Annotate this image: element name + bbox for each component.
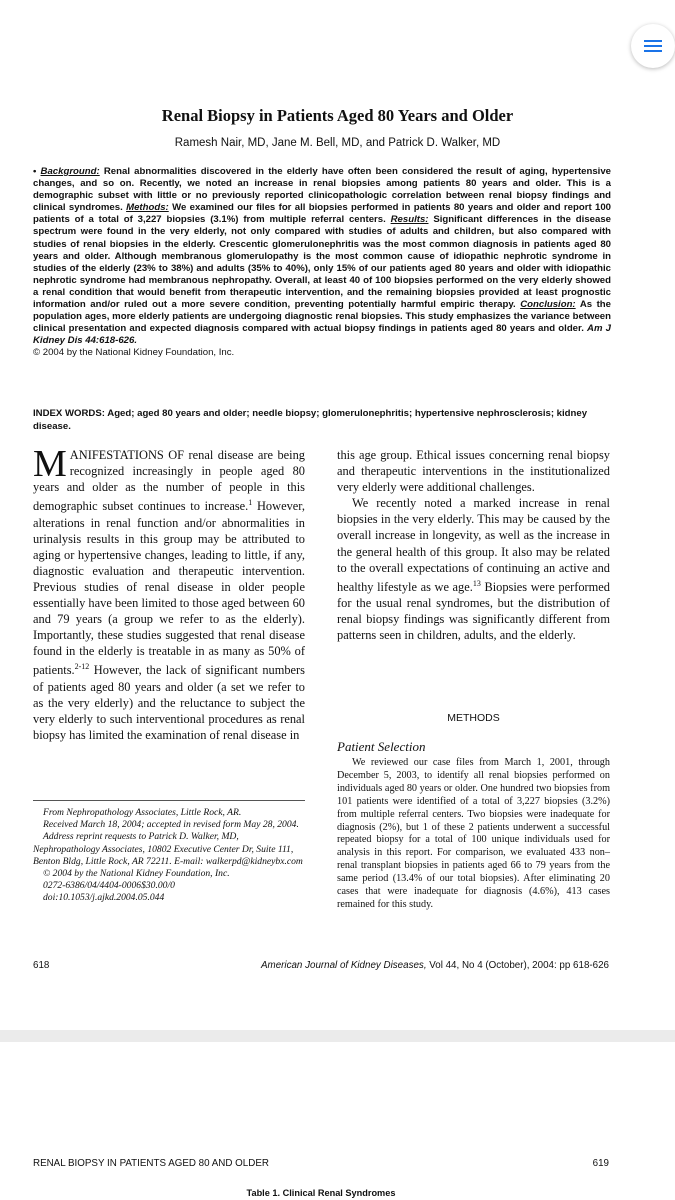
conclusion-label: Conclusion:: [520, 299, 576, 311]
abstract-copyright: © 2004 by the National Kidney Foundation, Inc.: [33, 347, 235, 359]
footnote-divider: [33, 800, 305, 801]
page-619: [0, 1042, 675, 1200]
abstract-bullet: •: [33, 166, 37, 177]
article-title: Renal Biopsy in Patients Aged 80 Years and Older: [161, 106, 514, 125]
intro-paragraph-2: [337, 495, 610, 643]
results-text: Significant differences in the disease spectrum were found in the very elderly, not only compared with studies of adults and children, but also compared with studies of renal biopsies in the elderly. Crescentic glomerulonephritis was the most common diagnosis in patients aged 80 years and older. Although membranous glomerulopathy is the most common cause of idiopathic nephrotic syndrome in studies of the elderly (23% to 38%) and adults (35% to 40%), only 15% of our patients aged 80 years and older with idiopathic nephrotic syndrome had membranous nephropathy. Overall, at least 40 of 100 biopsies performed on the very elderly showed a renal condition that would benefit from therapeutic intervention, and the remaining biopsies provided at least prognostic information and/or ruled out a more severe condition, preventing potentially harmful empiric therapy.: [33, 214, 611, 311]
ref-1: 1: [248, 498, 253, 508]
hamburger-menu-icon[interactable]: [631, 24, 675, 68]
running-head: RENAL BIOPSY IN PATIENTS AGED 80 AND OLDER: [33, 1158, 269, 1169]
results-label: Results:: [390, 214, 429, 226]
footnote-copyright: © 2004 by the National Kidney Foundation, Inc.: [43, 868, 230, 880]
journal-issue: Vol 44, No 4 (October), 2004: pp 618-626: [426, 960, 609, 971]
ref-13: 13: [472, 578, 481, 588]
footnote-affiliation: From Nephropathology Associates, Little Rock, AR.: [43, 807, 242, 818]
methods-text: We examined our files for all biopsies performed in patients 80 years and older and report 100 patients of a total of 3,227 biopsies (3.1%) from multiple referral centers.: [33, 202, 611, 226]
page-number-619: 619: [592, 1158, 609, 1169]
intro-text-1: ANIFESTATIONS OF renal disease are being recognized increasingly in people aged 80 years and older as the number of people in this demographic subset continues to increase.: [33, 448, 305, 514]
footnote-doi: doi:10.1053/j.ajkd.2004.05.044: [43, 892, 165, 904]
table-caption: Table 1. Clinical Renal Syndromes: [246, 1188, 396, 1198]
intro-text-2: However, alterations in renal function and/or abnormalities in urinalysis results in this group may be attributed to aging or hypertensive changes, leading to little, if any, diagnostic evaluation and therapeutic intervention. Previous studies of renal disease in older people essentially have been limited to those aged between 60 and 79 years (a group we refer to as the elderly). Importantly, these studies suggested that renal disease found in the elderly is treatable in as many as 50% of patients.: [33, 499, 305, 678]
drop-cap: M: [33, 443, 67, 485]
background-text: Renal abnormalities discovered in the elderly have often been considered the result of aging, hypertensive changes, and so on. Recently, we noted an increase in renal biopsies among patients 80 years and older. This is a demographic subset with little or no previously reported clinicopathologic correlation between renal biopsy findings and clinical syndromes.: [33, 166, 612, 214]
footnote-reprint-address: Address reprint requests to Patrick D. Walker, MD, Nephropathology Associates, 10802 Executive Center Dr, Suite 111, Benton Bldg, Little Rock, AR 72211. E-mail: walkerpd@kidneybx.com: [33, 831, 303, 867]
methods-label: Methods:: [126, 202, 169, 214]
index-words: INDEX WORDS: Aged; aged 80 years and older; needle biopsy; glomerulonephritis; hypertensive nephrosclerosis; kidney disease.: [33, 408, 588, 432]
methods-paragraph: We reviewed our case files from March 1, 2001, through December 5, 2003, to identify all renal biopsies performed on individuals aged 80 years or older. One hundred two biopsies from 101 patients were identified of a total of 3,227 biopsies (3.2%) from multiple referral centers. Two biopsies were inadequate for diagnosis (2%), but 1 of these 2 patients underwent a successful repeated biopsy for a total of 100 unique individuals used for analysis in this report. For comparison, we evaluated 433 non–renal transplant biopsies in patients aged 66 to 79 years from the same period (13.4% of our total biopsies). After eliminating 20 cases that were inadequate for diagnosis (4.6%), 413 cases remained for this study.: [337, 757, 610, 910]
author-list: Ramesh Nair, MD, Jane M. Bell, MD, and Patrick D. Walker, MD: [174, 137, 501, 149]
abstract: [33, 166, 611, 360]
methods-heading: METHODS: [447, 712, 500, 724]
footnote-issn: 0272-6386/04/4404-0006$30.00/0: [43, 880, 175, 892]
intro-left-column: [33, 443, 305, 743]
footnote-received: Received March 18, 2004; accepted in revised form May 28, 2004.: [43, 819, 299, 831]
background-label: Background:: [40, 166, 100, 177]
intro-text-3: However, the lack of significant numbers of patients aged 80 years and older (a set we refer to as the very elderly) and the reluctance to subject the very elderly to such interventional procedures as renal biopsy has limited the examination of renal disease in: [33, 663, 305, 742]
footnotes: [33, 807, 305, 905]
ref-2-12: 2-12: [74, 662, 90, 672]
journal-footer: [261, 960, 609, 971]
conclusion-text: As the population ages, more elderly patients are undergoing diagnostic renal biopsies. This study emphasizes the variance between clinical presentation and expected diagnosis compared with actual biopsy findings in patients aged 80 years and older.: [33, 299, 611, 335]
intro-right-column: [337, 447, 610, 643]
intro-paragraph-continued: this age group. Ethical issues concerning renal biopsy and therapeutic interventions in the institutionalized very elderly were additional challenges.: [337, 448, 610, 495]
intro-p2-text: We recently noted a marked increase in renal biopsies in the very elderly. This may be caused by the overall increase in longevity, as well as the increase in the general health of this group. It also may be related to the overall expectations of continuing an active and healthy lifestyle as we age.: [337, 496, 610, 594]
patient-selection-heading: Patient Selection: [337, 739, 426, 754]
citation: Am J Kidney Dis 44:618-626.: [33, 323, 611, 347]
page-number: 618: [33, 960, 50, 971]
intro-p2-text-end: Biopsies were performed for the usual renal syndromes, but the distribution of renal biopsy findings was significantly different from patterns seen in children, adults, and the elderly.: [337, 579, 610, 643]
journal-name: American Journal of Kidney Diseases,: [261, 960, 427, 971]
